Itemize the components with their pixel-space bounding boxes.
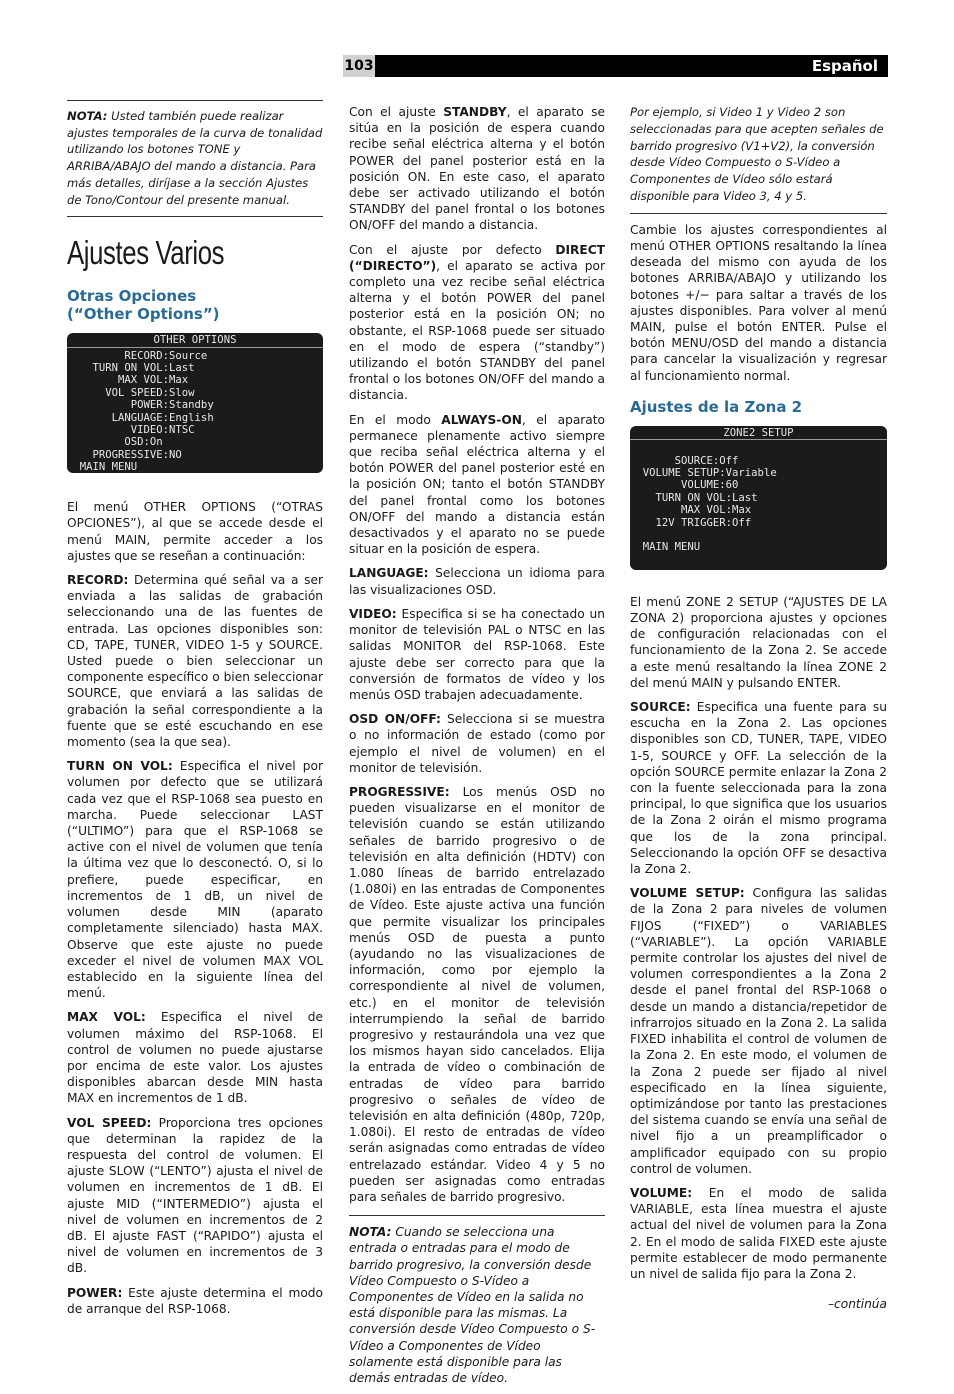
paragraph-source: SOURCE: Especifica una fuente para su escucha en la Zona 2. Las opciones disponibles son CD, TUNER, TAPE, VIDEO 1-5, SOURCE y OFF. La selección de la opción SOURCE permite enlazar la Zona 2 con la fuente seleccionada para la zona principal, lo que significa que los usuarios de la Zona 2 oirán el mismo programa que los de la zona principal. Seleccionando la opción OFF se desactiva la Zona 2. — [630, 700, 887, 877]
paragraph-power: POWER: Este ajuste determina el modo de arranque del RSP-1068. — [67, 1285, 323, 1316]
screen-lines: RECORD:Source TURN ON VOL:Last MAX VOL:Max VOL SPEED:Slow POWER:Standby LANGUAGE:English VIDEO:NTSC OSD:On PROGRESSIVE:NO MAIN MENU — [79, 349, 214, 474]
osd-screen-other-options — [67, 333, 323, 473]
column-middle — [349, 104, 605, 1394]
divider — [630, 213, 887, 214]
paragraph-volume-setup: VOLUME SETUP: Configura las salidas de la Zona 2 para niveles de volumen FIJOS (“FIXED”) o VARIABLES (“VARIABLE”). La opción VARIABLE permite controlar los ajustes del nivel de volumen correspondientes a la Zona 2 desde el panel frontal del RSP-1068 o desde un mando a distancia/repetidor de infrarrojos situado en la Zona 2. La salida FIXED inhabilita el control de volumen de la Zona 2. En este modo, el volumen de la Zona 2 puede ser fijado al nivel especificado en la línea siguiente, optimizándose por tanto las prestaciones del sistema cuando se envía una señal de nivel fijo a un preamplificador o amplificador equipado con su propio control de volumen. — [630, 886, 888, 1176]
osd-screen-zone2 — [630, 426, 887, 570]
column-right — [630, 104, 887, 1312]
paragraph-language: LANGUAGE: Selecciona un idioma para las visualizaciones OSD. — [349, 566, 605, 597]
paragraph-change-settings: Cambie los ajustes correspondientes al menú OTHER OPTIONS resaltando la línea deseada del mismo con ayuda de los botones ARRIBA/ABAJO y utilizando los botones +/− para saltar a través de los ajustes disponibles. Para volver al menú MAIN, pulse el botón ENTER. Pulse el botón MENU/OSD del mando a distancia para cancelar la visualización y regresar al funcionamiento normal. — [630, 222, 887, 383]
paragraph-osd: OSD ON/OFF: Selecciona si se muestra o no información de estado (como por ejemplo el nivel de volumen) en el monitor de televisión. — [349, 712, 605, 775]
section-title-zone2: Ajustes de la Zona 2 — [630, 397, 803, 416]
divider — [349, 1215, 605, 1216]
paragraph-record: RECORD: Determina qué señal va a ser enviada a las salidas de grabación seleccionando una de las fuentes de entrada. Las opciones disponibles son: CD, TAPE, TUNER, VIDEO 1-5 y SOURCE. Usted puede o bien seleccionar un componente específico o bien seleccionar SOURCE, que enviará a las salidas de grabación la señal correspondiente a la fuente que se esté escuchando en ese momento (sea la que sea). — [67, 573, 323, 750]
paragraph-always-on: En el modo ALWAYS-ON, el aparato permanece plenamente activo siempre que reciba señal eléctrica alterna y el botón POWER del panel posterior esté en la posición ON; tanto el botón STANDBY del panel frontal como los botones ON/OFF del mando a distancia están desactivados y el aparato no se puede situar en la posición de espera. — [349, 412, 605, 557]
paragraph-vol-speed: VOL SPEED: Proporciona tres opciones que determinan la rapidez de la respuesta del control de volumen. El ajuste SLOW (“LENTO”) ajusta el nivel de volumen en incrementos de 1 dB. El ajuste MID (“INTERMEDIO”) ajusta el nivel de volumen en incrementos de 2 dB. El ajuste FAST (“RAPIDO”) ajusta el nivel de volumen en incrementos de 3 dB. — [67, 1115, 323, 1276]
section-title-other-options: Otras Opciones (“Other Options”) — [67, 287, 220, 324]
screen-title: ZONE2 SETUP — [630, 426, 887, 440]
paragraph-turn-on-vol: TURN ON VOL: Especifica el nivel por volumen por defecto que se utilizará cada vez que el RSP-1068 sea puesto en marcha. Puede seleccionar LAST (“ULTIMO”) para que el RSP-1068 se active con el nivel de volumen que tenía la última vez que lo desconectó. O, si lo prefiere, puede especificar, en incrementos de 1 dB, un nivel de volumen desde MIN (aparato completamente silenciado) hasta MAX. Observe que este ajuste no puede exceder el nivel de volumen MAX VOL establecido en la siguiente línea del menú. — [67, 759, 323, 1001]
paragraph-video: VIDEO: Especifica si se ha conectado un monitor de televisión PAL o NTSC en las salidas MONITOR del RSP-1068. Este ajuste debe ser correcto para que la conversión de formatos de vídeo y los menús OSD trabajen adecuadamente. — [349, 606, 605, 702]
paragraph-max-vol: MAX VOL: Especifica el nivel de volumen máximo del RSP-1068. El control de volumen no puede ajustarse por encima de este valor. Los ajustes disponibles abarcan desde MIN hasta MAX en incrementos de 1 dB. — [67, 1010, 323, 1106]
paragraph-intro: El menú OTHER OPTIONS (“OTRAS OPCIONES”), al que se accede desde el menú MAIN, permite acceder a los ajustes que se reseñan a continuación: — [67, 500, 323, 563]
paragraph-standby: Con el ajuste STANDBY, el aparato se sitúa en la posición de espera cuando recibe señal eléctrica alterna y el botón POWER del panel posterior está en la posición ON. En este caso, el aparato debe ser activado utilizando el botón STANDBY del panel frontal o los botones ON/OFF del mando a distancia. — [349, 105, 605, 233]
page-title: Ajustes Varios — [67, 234, 225, 272]
paragraph-example: Por ejemplo, si Video 1 y Video 2 son seleccionadas para que acepten señales de barrido progresivo (V1+V2), la conversión desde Vídeo Compuesto o S-Vídeo a Componentes de Vídeo sólo estará disponible para Video 3, 4 y 5. — [630, 105, 884, 203]
page-header — [343, 55, 888, 77]
screen-lines: SOURCE:Off VOLUME SETUP:Variable VOLUME:60 TURN ON VOL:Last MAX VOL:Max 12V TRIGGER:Off MAIN MENU — [642, 454, 777, 554]
language-label: Español — [811, 57, 878, 75]
paragraph-progressive: PROGRESSIVE: Los menús OSD no pueden visualizarse en el monitor de televisión cuando se están utilizando señales de barrido progresivo o de televisión en alta definición (HDTV) con 1.080 líneas de barrido entrelazado (1.080i) en las entradas de Componentes de Vídeo. Este ajuste activa una función que permite visualizar los principales menús OSD de puesta a punto (ayudando no las visualizaciones de información, como por ejemplo la correspondiente al nivel de volumen, etc.) en el monitor de televisión interrumpiendo la señal de barrido progresivo y restaurándola una vez que los mismos hayan sido cancelados. Elija la entrada de vídeo o combinación de entradas de vídeo para barrido progresivo o señales de vídeo de televisión en alta definición (480p, 720p, 1.080i). El resto de entradas de vídeo serán asignadas como entradas de vídeo entrelazado estándar. Video 4 y 5 no pueden ser asignadas como entradas para señales de barrido progresivo. — [349, 784, 605, 1204]
note-progressive: NOTA: Cuando se selecciona una entrada o entradas para el modo de barrido progresivo, la conversión desde Vídeo Compuesto o S-Vídeo a Componentes de Vídeo en la salida no está disponible para las mismas. La conversión desde Vídeo Compuesto o S-Vídeo a Componentes de Vídeo solamente está disponible para las demás entradas de vídeo. — [349, 1225, 596, 1386]
paragraph-zone2-intro: El menú ZONE 2 SETUP (“AJUSTES DE LA ZONA 2) proporciona ajustes y opciones de configuración relacionadas con el funcionamiento de la Zona 2. Se accede a este menú resaltando la línea ZONE 2 del menú MAIN y pulsando ENTER. — [630, 594, 887, 690]
page-number: 103 — [343, 55, 375, 77]
note-text: Usted también puede realizar ajustes temporales de la curva de tonalidad utilizando los botones TONE y ARRIBA/ABAJO del mando a distancia. Para más detalles, diríjase a la sección Ajustes de Tono/Contour del presente manual. — [67, 109, 323, 207]
column-left — [67, 100, 323, 1325]
paragraph-volume: VOLUME: En el modo de salida VARIABLE, esta línea muestra el ajuste actual del nivel de volumen para la Zona 2. En el modo de salida FIXED este ajuste permite establecer de modo permanente un nivel de salida fijo para la Zona 2. — [630, 1185, 887, 1281]
note-label: NOTA: — [67, 109, 108, 123]
screen-title: OTHER OPTIONS — [67, 333, 323, 347]
continued-label: –continúa — [827, 1297, 887, 1312]
paragraph-direct: Con el ajuste por defecto DIRECT (“DIRECTO”), el aparato se activa por completo una vez recibe señal eléctrica alterna y el botón POWER del panel posterior está en la posición ON; no obstante, el RSP-1068 puede ser situado en el modo de espera (“standby”) utilizando el botón STANDBY del panel frontal o los botones ON/OFF del mando a distancia. — [349, 242, 605, 403]
note-box — [67, 100, 323, 217]
